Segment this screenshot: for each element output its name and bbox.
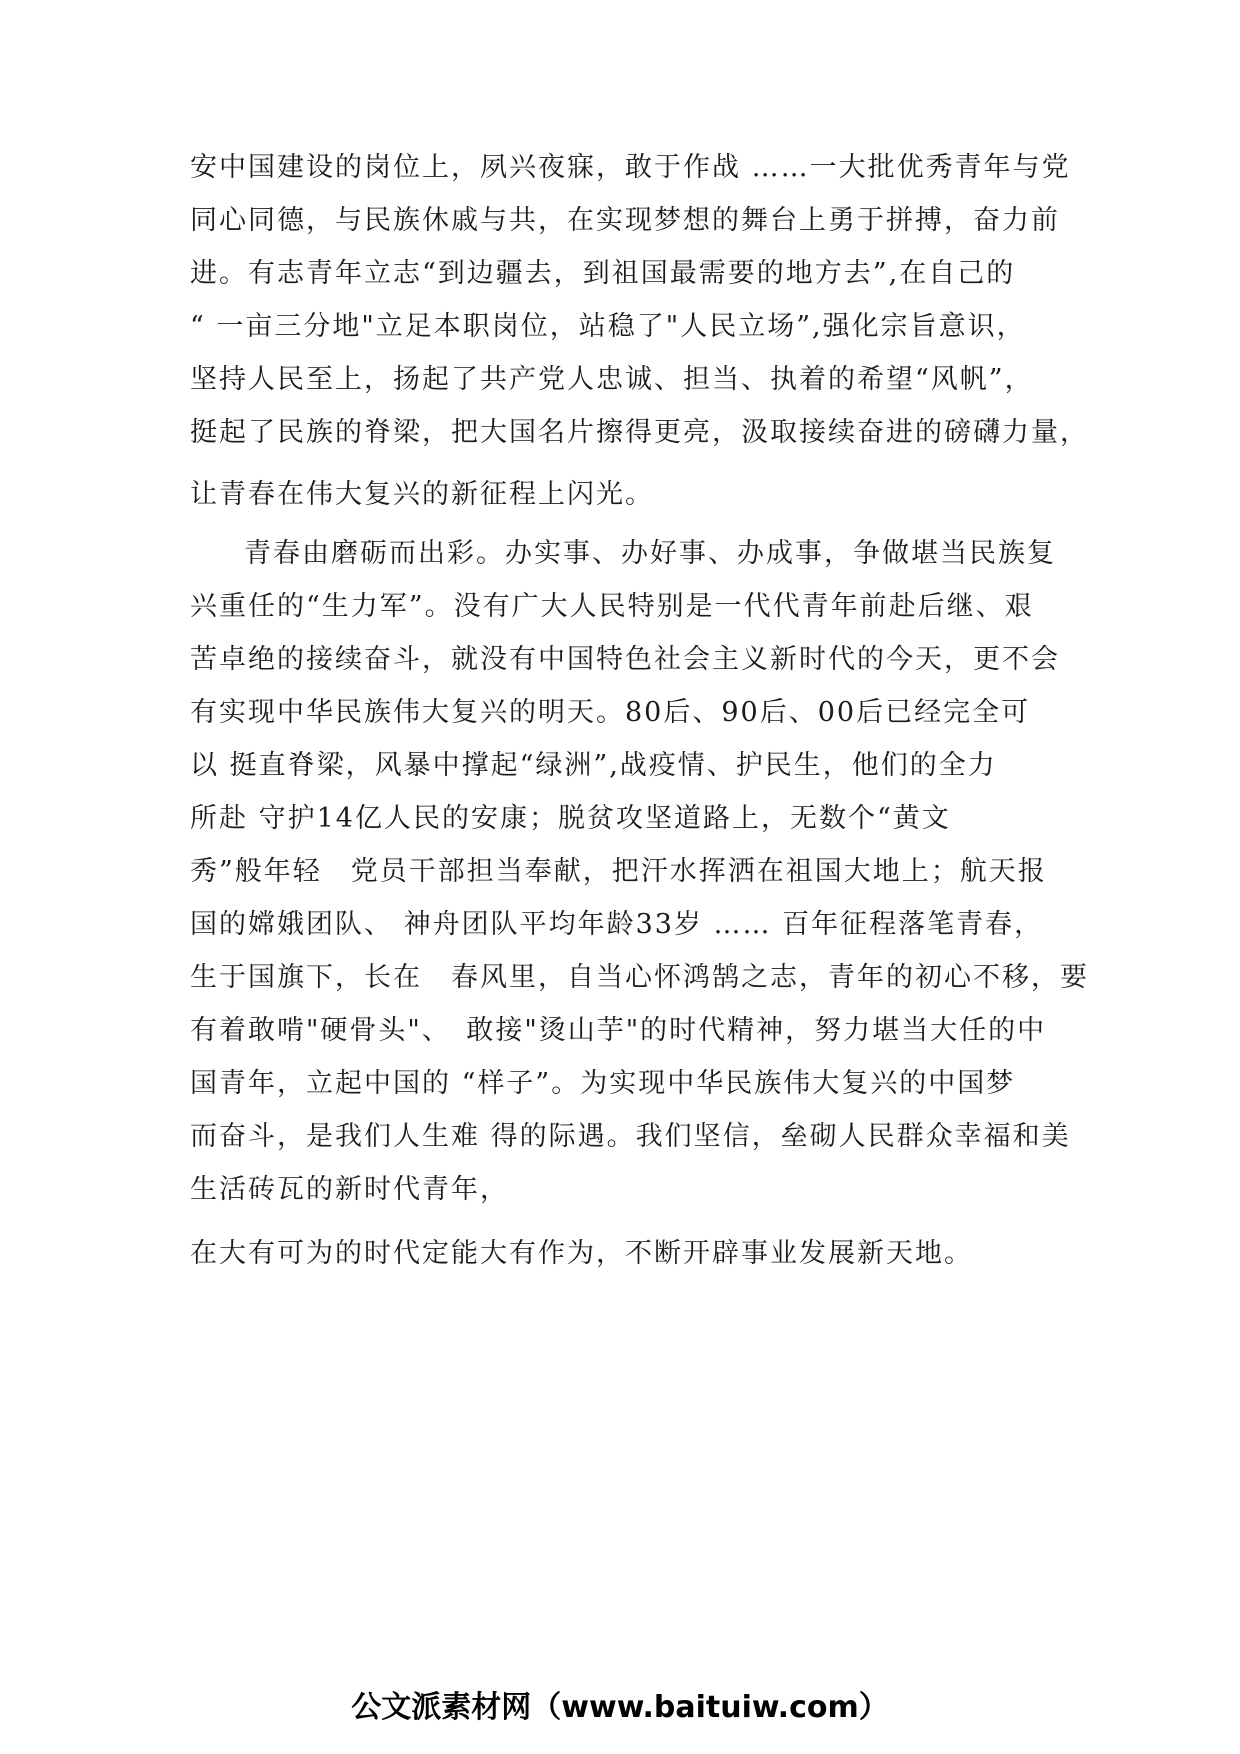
footer-watermark: 公文派素材网（www.baituiw.com） [351, 1690, 889, 1725]
body-line: 有着敢啃"硬骨头"、 敢接"烫山芋"的时代精神，努力堪当大任的中 [190, 1015, 1047, 1046]
body-line: 生于国旗下，长在 春风里，自当心怀鸿鹄之志，青年的初心不移，要 [190, 962, 1089, 993]
body-line: 所赴 守护14亿人民的安康；脱贫攻坚道路上，无数个“黄文 [190, 803, 951, 834]
body-line: 国青年，立起中国的 “样子”。为实现中华民族伟大复兴的中国梦 [190, 1068, 1016, 1099]
body-line: 生活砖瓦的新时代青年， [190, 1174, 509, 1205]
body-line: 有实现中华民族伟大复兴的明天。80后、90后、00后已经完全可 [190, 697, 1031, 728]
body-line: 在大有可为的时代定能大有作为，不断开辟事业发展新天地。 [190, 1238, 973, 1269]
body-line: 安中国建设的岗位上，夙兴夜寐，敢于作战 ……一大批优秀青年与党 [190, 152, 1071, 183]
body-line: 兴重任的“生力军”。没有广大人民特别是一代代青年前赴后继、艰 [190, 591, 1034, 622]
body-line: 以 挺直脊梁，风暴中撑起“绿洲”,战疫情、护民生，他们的全力 [190, 750, 997, 781]
body-line: 苦卓绝的接续奋斗，就没有中国特色社会主义新时代的今天，更不会 [190, 644, 1060, 675]
body-line: “ 一亩三分地"立足本职岗位，站稳了"人民立场”,强化宗旨意识， [190, 311, 1026, 342]
body-line: 进。有志青年立志“到边疆去，到祖国最需要的地方去”,在自己的 [190, 258, 1016, 289]
body-line: 秀”般年轻 党员干部担当奉献，把汗水挥洒在祖国大地上；航天报 [190, 856, 1047, 887]
body-line: 坚持人民至上，扬起了共产党人忠诚、担当、执着的希望“风帆”， [190, 364, 1034, 395]
body-line: 挺起了民族的脊梁，把大国名片擦得更亮，汲取接续奋进的磅礴力量， [190, 417, 1089, 448]
body-line: 而奋斗，是我们人生难 得的际遇。我们坚信，垒砌人民群众幸福和美 [190, 1121, 1071, 1152]
body-line: 同心同德，与民族休戚与共，在实现梦想的舞台上勇于拼搏，奋力前 [190, 205, 1060, 236]
body-line: 让青春在伟大复兴的新征程上闪光。 [190, 479, 654, 510]
body-line: 国的嫦娥团队、 神舟团队平均年龄33岁 …… 百年征程落笔青春， [190, 909, 1044, 940]
paragraph-first-line: 青春由磨砺而出彩。办实事、办好事、办成事，争做堪当民族复 [244, 538, 1056, 569]
